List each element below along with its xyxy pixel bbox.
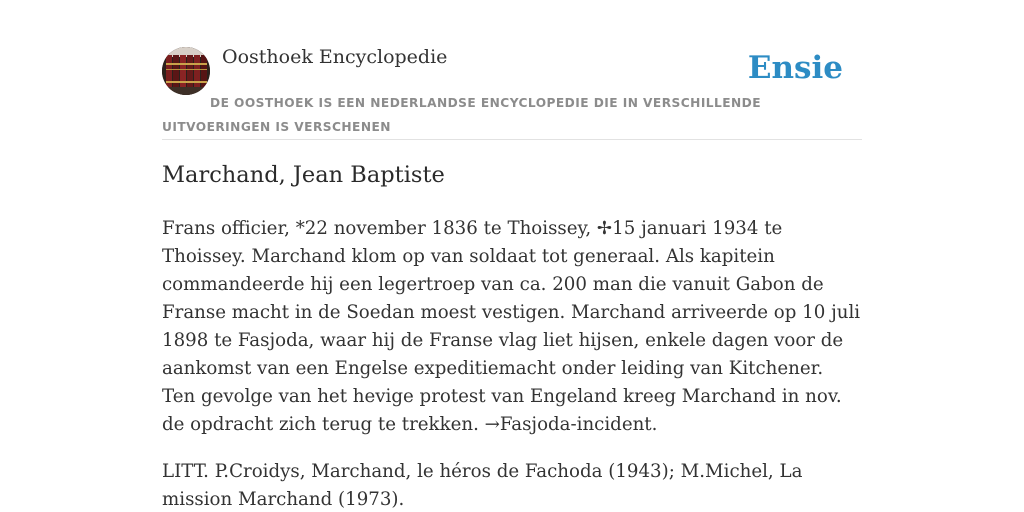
header-divider: [162, 139, 862, 140]
entry-paragraph: Frans officier, *22 november 1836 te Thoissey, ✢15 januari 1934 te Thoissey. Marchand klom op van soldaat tot generaal. Als kapitein commandeerde hij een legertroep van ca. 200 man die vanuit Gabon de Franse macht in de Soedan moest vestigen. Marchand arriveerde op 10 juli 1898 te Fasjoda, waar hij de Franse vlag liet hijsen, enkele dagen voor de aankomst van een Engelse expeditiemacht onder leiding van Kitchener. Ten gevolge van het hevige protest van Engeland kreeg Marchand in nov. de opdracht zich terug te trekken. →Fasjoda-incident.: [162, 218, 861, 435]
encyclopedia-books-icon[interactable]: [162, 47, 210, 95]
entry-body: [162, 215, 862, 512]
source-title[interactable]: Oosthoek Encyclopedie: [222, 46, 448, 68]
entry-title: Marchand, Jean Baptiste: [162, 162, 445, 188]
ensie-logo[interactable]: Ensie: [747, 50, 843, 86]
source-description: DE OOSTHOEK IS EEN NEDERLANDSE ENCYCLOPEDIE DIE IN VERSCHILLENDE UITVOERINGEN IS VERSCHENEN: [162, 96, 761, 134]
entry-literature: LITT. P.Croidys, Marchand, le héros de Fachoda (1943); M.Michel, La mission Marchand (1973).: [162, 461, 803, 510]
